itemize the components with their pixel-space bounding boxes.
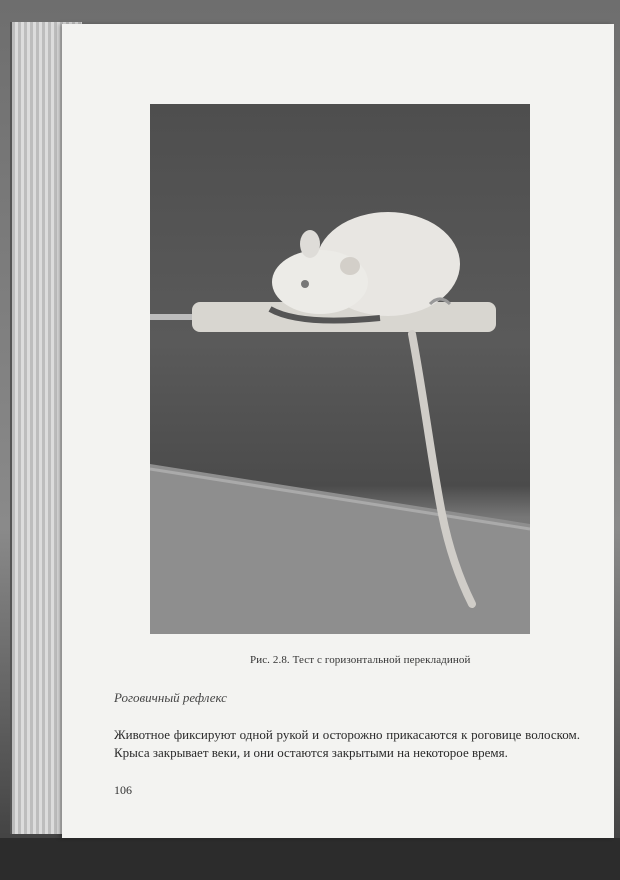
rat-ear	[300, 230, 320, 258]
body-paragraph: Животное фиксируют одной рукой и осторожно прикасаются к роговице волоском. Крыса закрывает веки, и они остаются закрытыми на некоторое время.	[114, 727, 580, 760]
rat-on-bar-illustration	[150, 104, 530, 634]
rat-ear-right	[340, 257, 360, 275]
section-heading: Роговичный рефлекс	[114, 690, 227, 705]
book-page	[62, 24, 614, 838]
figure-photo	[150, 104, 530, 634]
scan-bottom-edge	[0, 838, 620, 880]
figure-caption: Рис. 2.8. Тест с горизонтальной перекладиной	[250, 654, 471, 666]
rat-eye	[301, 280, 309, 288]
page-number: 106	[114, 783, 132, 797]
